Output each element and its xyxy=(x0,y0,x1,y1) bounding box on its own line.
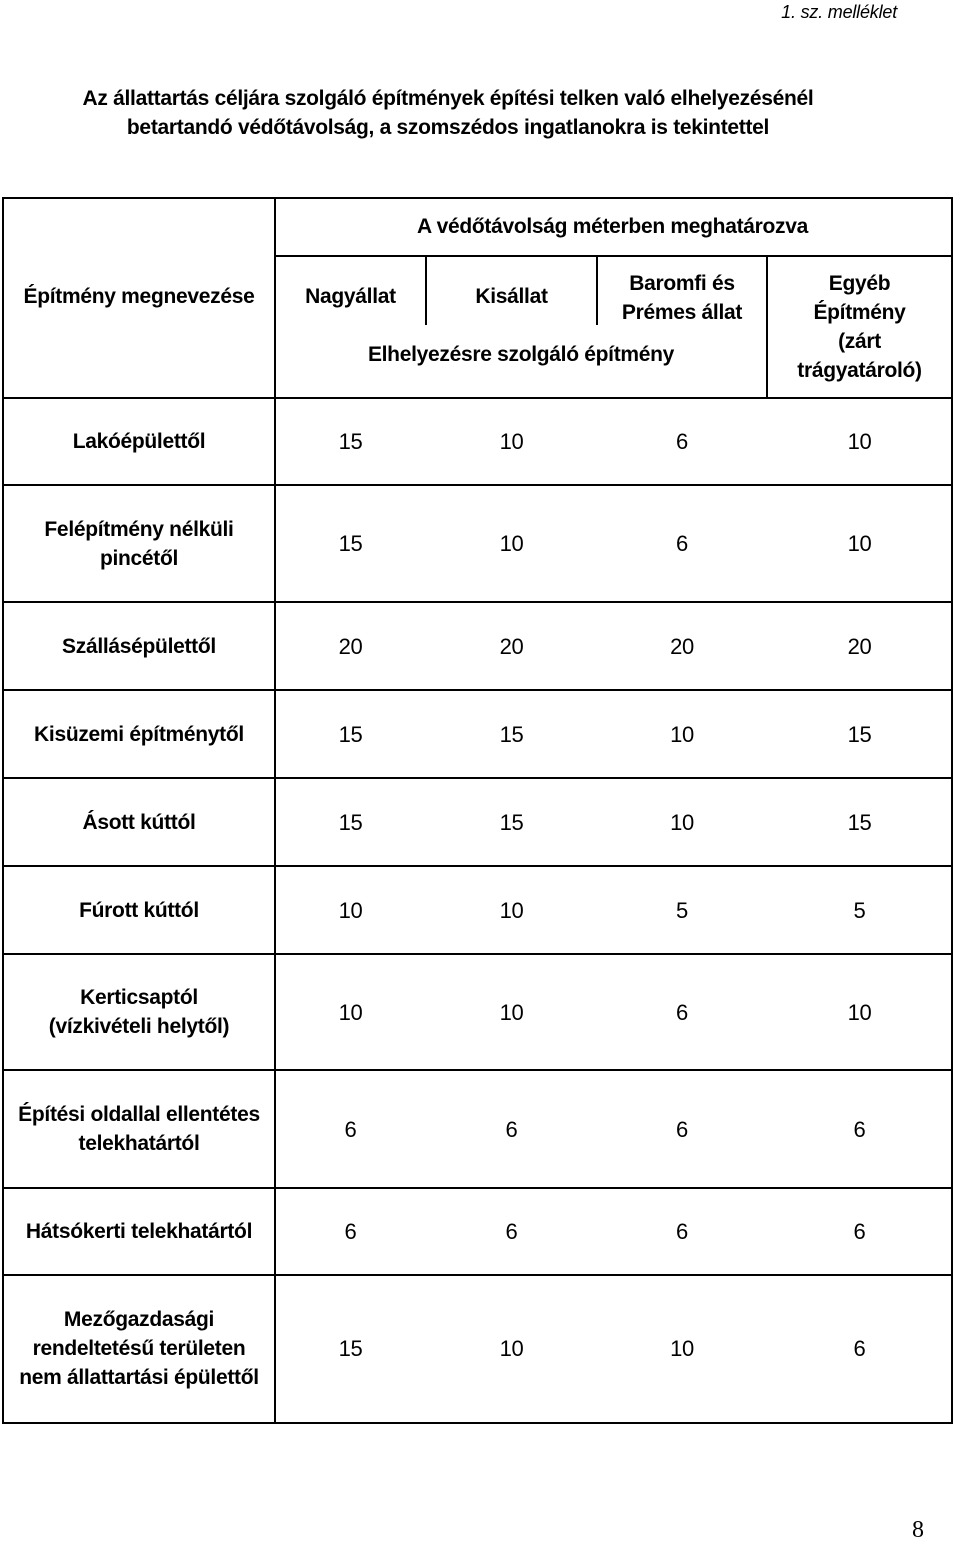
value-other: 15 xyxy=(847,809,872,835)
value-other: 10 xyxy=(847,429,872,454)
value-small-animal: 6 xyxy=(505,1219,518,1244)
value-large-animal: 6 xyxy=(344,1219,357,1244)
row-label xyxy=(4,867,274,953)
value-small-animal: 6 xyxy=(505,1116,518,1142)
row-label xyxy=(4,779,274,865)
col-large-animal: Nagyállat xyxy=(305,285,396,308)
value-small-animal: 10 xyxy=(499,999,524,1025)
value-poultry: 6 xyxy=(676,429,688,454)
title-line-2: betartandó védőtávolság, a szomszédos ingatlanokra is tekintettel xyxy=(126,116,770,139)
page-number: 8 xyxy=(912,1517,924,1543)
distance-caption: A védőtávolság méterben meghatározva xyxy=(416,215,809,238)
value-poultry: 10 xyxy=(670,721,694,747)
value-large-animal: 15 xyxy=(338,1335,363,1361)
value-small-animal: 10 xyxy=(499,1335,524,1361)
col-poultry xyxy=(598,269,766,327)
value-small-animal: 10 xyxy=(499,531,524,556)
row-label-header: Építmény megnevezése xyxy=(23,285,255,308)
value-large-animal: 15 xyxy=(338,809,363,835)
col-poultry-line-1: Baromfi és xyxy=(629,272,735,295)
value-small-animal: 10 xyxy=(499,897,524,923)
value-small-animal: 20 xyxy=(499,633,524,659)
value-small-animal: 15 xyxy=(499,809,524,835)
annex-label: 1. sz. melléklet xyxy=(781,2,897,22)
value-other: 6 xyxy=(853,1219,866,1244)
row-label xyxy=(4,399,274,484)
value-other: 10 xyxy=(847,999,872,1025)
row-label xyxy=(4,1071,274,1187)
value-large-animal: 10 xyxy=(338,999,363,1025)
value-poultry: 5 xyxy=(676,897,688,923)
col-small-animal: Kisállat xyxy=(475,285,548,308)
row-label-line: Ásott kúttól xyxy=(82,810,196,834)
row-label xyxy=(4,1189,274,1274)
col-other-line-2: Építmény xyxy=(813,301,906,324)
value-large-animal: 10 xyxy=(338,897,363,923)
row-label xyxy=(4,955,274,1069)
value-poultry: 20 xyxy=(670,633,694,659)
value-small-animal: 10 xyxy=(499,429,524,454)
row-label-line: Lakóépülettől xyxy=(72,430,206,453)
value-large-animal: 6 xyxy=(344,1116,357,1142)
value-other: 5 xyxy=(853,897,866,923)
row-label-line: Építési oldallal ellentétes xyxy=(18,1103,260,1126)
row-label-line: Hátsókerti telekhatártól xyxy=(25,1220,253,1243)
value-other: 6 xyxy=(853,1116,866,1142)
row-label-line: telekhatártól xyxy=(78,1132,200,1155)
value-large-animal: 15 xyxy=(338,531,363,556)
row-label-line: Fúrott kúttól xyxy=(79,898,199,922)
row-label-line: pincétől xyxy=(99,546,179,570)
col-other xyxy=(768,269,951,385)
col-other-line-1: Egyéb xyxy=(828,272,891,295)
value-poultry: 6 xyxy=(676,531,688,556)
title-line-1: Az állattartás céljára szolgáló építmények építési telken való elhelyezésénél xyxy=(82,87,814,110)
value-poultry: 6 xyxy=(676,1219,688,1244)
housing-caption: Elhelyezésre szolgáló építmény xyxy=(367,343,675,366)
value-other: 20 xyxy=(847,633,872,659)
row-label-line: Kisüzemi építménytől xyxy=(34,722,244,746)
value-poultry: 6 xyxy=(676,999,688,1025)
row-label-line: Mezőgazdasági xyxy=(63,1307,215,1331)
value-small-animal: 15 xyxy=(499,721,524,747)
value-other: 10 xyxy=(847,531,872,556)
row-label-line: Felépítmény nélküli xyxy=(44,517,234,541)
row-label-line: rendeltetésű területen xyxy=(32,1336,246,1360)
row-label-line: nem állattartási épülettől xyxy=(19,1365,259,1389)
row-label-line: (vízkivételi helytől) xyxy=(48,1015,230,1038)
value-other: 6 xyxy=(853,1335,866,1361)
col-poultry-line-2: Prémes állat xyxy=(621,301,743,324)
page-title xyxy=(0,84,896,142)
value-other: 15 xyxy=(847,721,872,747)
value-large-animal: 15 xyxy=(338,721,363,747)
row-label xyxy=(4,691,274,777)
value-large-animal: 15 xyxy=(338,429,363,454)
value-poultry: 10 xyxy=(670,809,694,835)
row-label xyxy=(4,1276,274,1420)
col-other-line-3: (zárt xyxy=(838,330,881,353)
row-label xyxy=(4,603,274,689)
distance-table xyxy=(2,197,953,1424)
header-divider-caption xyxy=(274,255,951,257)
value-large-animal: 20 xyxy=(338,633,363,659)
col-other-line-4: trágyatároló) xyxy=(797,359,922,382)
row-label-line: Kerticsaptól xyxy=(80,986,198,1009)
row-label xyxy=(4,486,274,601)
value-poultry: 10 xyxy=(670,1335,694,1361)
row-label-line: Szállásépülettől xyxy=(62,634,216,658)
value-poultry: 6 xyxy=(676,1116,688,1142)
